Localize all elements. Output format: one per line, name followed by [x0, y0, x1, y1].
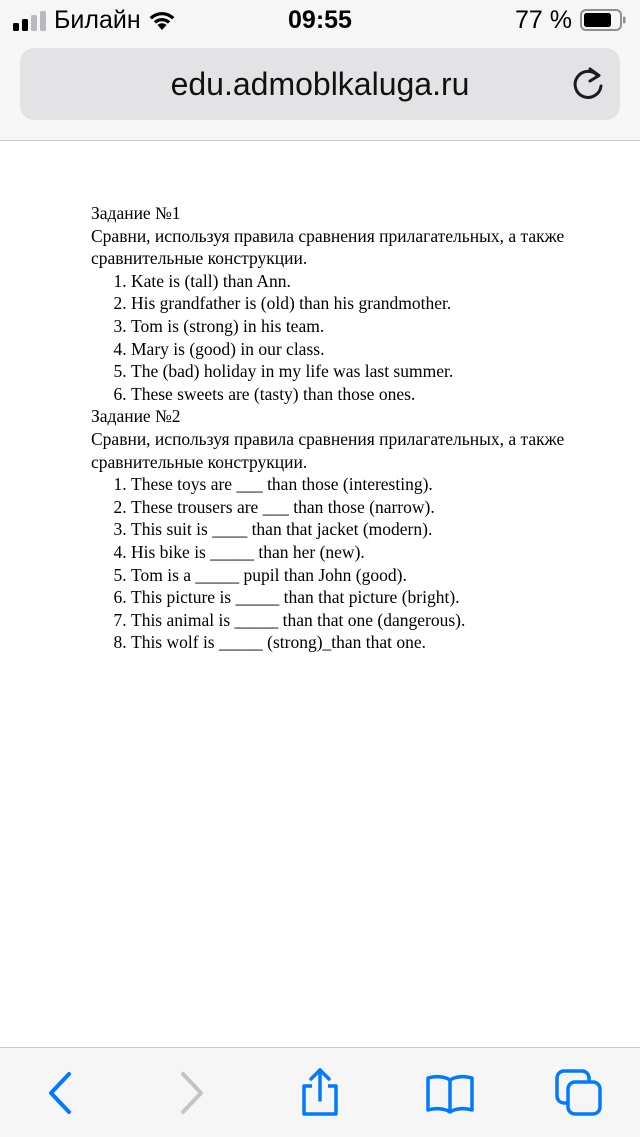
address-bar[interactable] [20, 48, 620, 120]
list-item: 3. Tom is (strong) in his team. [131, 315, 591, 338]
list-item: 7. This animal is _____ than that one (dangerous). [131, 609, 591, 632]
browser-top-bar [0, 0, 640, 141]
status-time: 09:55 [288, 6, 352, 34]
list-item: 2. These trousers are ___ than those (narrow). [131, 496, 591, 519]
share-icon[interactable] [295, 1068, 345, 1118]
battery-percent: 77 % [515, 6, 572, 34]
status-bar [0, 0, 640, 44]
url-text[interactable]: edu.admoblkaluga.ru [170, 66, 470, 102]
list-item: 5. Tom is a _____ pupil than John (good). [131, 564, 591, 587]
task2-list [91, 473, 591, 654]
list-item: 2. His grandfather is (old) than his grandmother. [131, 292, 591, 315]
battery-icon [580, 9, 626, 31]
list-item: 1. Kate is (tall) than Ann. [131, 270, 591, 293]
browser-toolbar [0, 1047, 640, 1137]
task2-instruction: Сравни, используя правила сравнения прилагательных, а также сравнительные конструкции. [91, 428, 565, 472]
list-item: 1. These toys are ___ than those (interesting). [131, 473, 591, 496]
list-item: 6. These sweets are (tasty) than those ones. [131, 383, 591, 406]
task2-title: Задание №2 [91, 406, 181, 427]
list-item: 4. Mary is (good) in our class. [131, 338, 591, 361]
reload-icon[interactable] [568, 64, 608, 104]
list-item: 4. His bike is _____ than her (new). [131, 541, 591, 564]
back-chevron-icon[interactable] [36, 1068, 86, 1118]
tabs-icon[interactable] [554, 1068, 604, 1118]
list-item: 6. This picture is _____ than that picture (bright). [131, 586, 591, 609]
task1-instruction: Сравни, используя правила сравнения прилагательных, а также сравнительные конструкции. [91, 225, 565, 269]
document-content [91, 202, 591, 654]
task1-title: Задание №1 [91, 203, 181, 223]
list-item: 3. This suit is ____ than that jacket (modern). [131, 518, 591, 541]
carrier-name: Билайн [54, 6, 141, 34]
list-item: 8. This wolf is _____ (strong)_than that one. [131, 631, 591, 654]
forward-chevron-icon[interactable] [166, 1068, 216, 1118]
bookmarks-book-icon[interactable] [425, 1068, 475, 1118]
list-item: 5. The (bad) holiday in my life was last summer. [131, 360, 591, 383]
task1-list [91, 270, 591, 406]
